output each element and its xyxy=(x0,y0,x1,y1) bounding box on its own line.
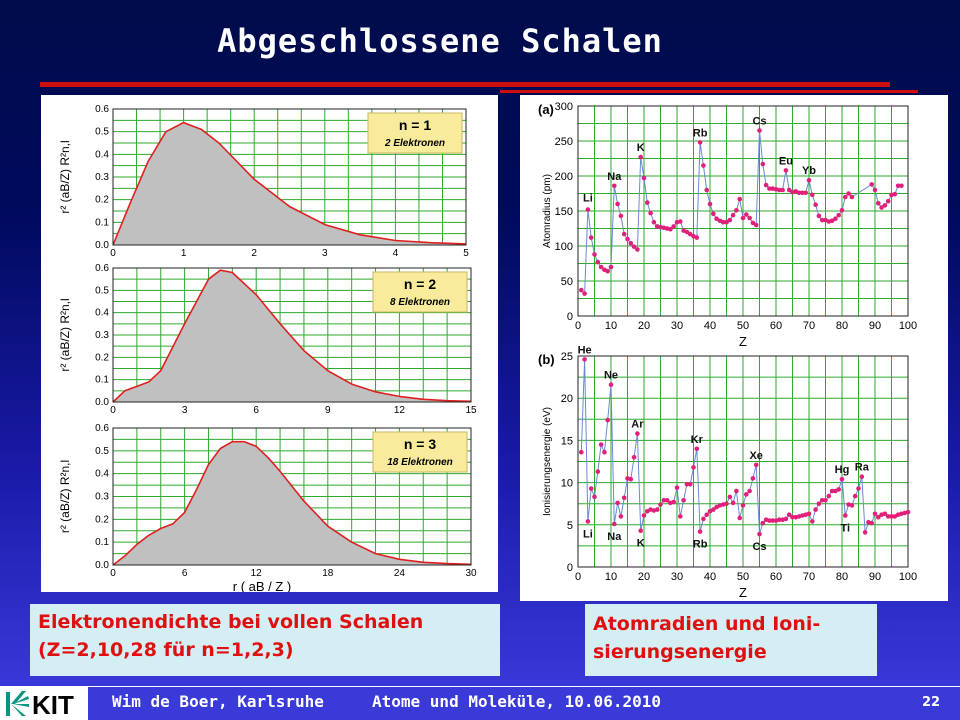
x-tick-label: 20 xyxy=(637,320,651,332)
data-point xyxy=(869,182,874,187)
x-tick-label: 18 xyxy=(322,568,334,579)
element-label: Ti xyxy=(840,522,851,535)
legend-electron-count: 8 Elektronen xyxy=(389,297,451,308)
x-tick-label: 5 xyxy=(463,248,469,259)
y-tick-label: 0.6 xyxy=(95,263,109,274)
data-point xyxy=(813,507,818,512)
x-tick-label: 30 xyxy=(670,571,684,583)
data-point xyxy=(886,199,891,204)
data-point xyxy=(615,202,620,207)
x-tick-label: 100 xyxy=(898,571,918,583)
x-tick-label: 0 xyxy=(574,320,582,332)
data-point xyxy=(704,512,709,517)
data-point xyxy=(609,382,614,387)
data-point xyxy=(671,500,676,505)
data-point xyxy=(741,216,746,221)
element-label: Rb xyxy=(692,127,708,140)
data-point xyxy=(784,517,789,522)
data-point xyxy=(589,486,594,491)
data-point xyxy=(807,512,812,517)
x-axis-label: Z xyxy=(739,334,747,349)
y-tick-label: 20 xyxy=(560,393,573,406)
data-point xyxy=(823,498,828,503)
data-point xyxy=(612,522,617,527)
element-label: Hg xyxy=(834,464,850,477)
data-point xyxy=(856,486,861,491)
data-point xyxy=(741,503,746,508)
data-point xyxy=(642,176,647,181)
y-tick-label: 0.5 xyxy=(95,285,109,297)
data-point xyxy=(813,202,818,207)
data-point xyxy=(655,507,660,512)
title-underline xyxy=(40,82,890,87)
y-tick-label: 0.3 xyxy=(95,172,109,183)
data-point xyxy=(711,212,716,217)
data-point xyxy=(586,519,591,524)
x-tick-label: 0 xyxy=(110,248,116,259)
legend-electron-count: 18 Elektronen xyxy=(387,457,453,468)
x-tick-label: 0 xyxy=(110,405,116,416)
data-point xyxy=(728,495,733,500)
y-tick-label: 0.0 xyxy=(95,397,109,408)
x-tick-label: 90 xyxy=(868,320,882,332)
panel-label: (a) xyxy=(538,102,554,117)
data-point xyxy=(625,237,630,242)
element-label: Ra xyxy=(854,461,869,474)
y-tick-label: 0.6 xyxy=(95,423,109,434)
x-tick-label: 0 xyxy=(110,568,116,579)
x-tick-label: 3 xyxy=(322,248,328,259)
data-point xyxy=(803,191,808,196)
data-point xyxy=(836,213,841,218)
data-point xyxy=(757,532,762,537)
data-point xyxy=(642,513,647,518)
data-point xyxy=(586,207,591,212)
caption-left-line1: Elektronendichte bei vollen Schalen xyxy=(38,611,424,633)
data-point xyxy=(605,418,610,423)
data-point xyxy=(619,214,624,219)
data-point xyxy=(622,496,627,501)
data-point xyxy=(840,477,845,482)
y-tick-label: 0.2 xyxy=(95,194,109,206)
element-label: Cs xyxy=(752,541,767,554)
data-point xyxy=(629,241,634,246)
data-point xyxy=(840,208,845,213)
data-point xyxy=(724,501,729,506)
x-tick-label: 40 xyxy=(703,320,717,332)
y-tick-label: 25 xyxy=(560,351,573,363)
y-tick-label: 0.5 xyxy=(95,126,109,138)
y-tick-label: 0.4 xyxy=(95,468,109,480)
data-point xyxy=(817,214,822,219)
x-tick-label: 60 xyxy=(769,320,783,332)
element-label: Cs xyxy=(752,115,767,128)
data-point xyxy=(698,529,703,534)
data-point xyxy=(876,201,881,206)
data-point xyxy=(850,503,855,508)
data-point xyxy=(899,184,904,189)
data-point xyxy=(810,519,815,524)
atomic-radius-ionization-charts xyxy=(520,95,948,601)
kit-logo xyxy=(4,688,84,718)
data-point xyxy=(754,223,759,228)
data-point xyxy=(728,218,733,223)
caption-atomic-radius xyxy=(585,604,877,676)
data-point xyxy=(681,498,686,503)
element-label: He xyxy=(577,344,592,357)
data-point xyxy=(695,447,700,452)
element-label: Ar xyxy=(631,418,644,431)
x-tick-label: 70 xyxy=(802,571,816,583)
title-underline-secondary xyxy=(500,90,918,93)
atomic-properties-panel xyxy=(520,95,948,601)
y-tick-label: 0.3 xyxy=(95,330,109,341)
y-tick-label: 0.4 xyxy=(95,307,109,319)
caption-right-line2: sierungsenergie xyxy=(593,641,767,663)
y-tick-label: 10 xyxy=(560,477,573,490)
data-point xyxy=(592,252,597,257)
x-tick-label: 4 xyxy=(392,248,399,259)
data-point xyxy=(708,202,713,207)
element-label: K xyxy=(636,537,645,550)
data-point xyxy=(635,247,640,252)
data-point xyxy=(744,212,749,217)
data-point xyxy=(744,492,749,497)
y-tick-label: 0.6 xyxy=(95,104,109,115)
x-tick-label: 9 xyxy=(325,405,331,416)
element-label: Eu xyxy=(778,155,793,168)
data-point xyxy=(596,260,601,265)
y-tick-label: 300 xyxy=(554,101,573,113)
x-tick-label: 30 xyxy=(465,568,477,579)
data-point xyxy=(853,494,858,499)
data-point xyxy=(751,476,756,481)
x-tick-label: 80 xyxy=(835,320,849,332)
data-point xyxy=(635,431,640,436)
x-tick-label: 90 xyxy=(868,571,882,583)
data-point xyxy=(761,162,766,167)
data-point xyxy=(843,513,848,518)
data-point xyxy=(836,487,841,492)
data-point xyxy=(883,203,888,208)
x-tick-label: 100 xyxy=(898,320,918,332)
x-tick-label: 24 xyxy=(393,568,405,579)
data-point xyxy=(678,514,683,519)
data-point xyxy=(579,288,584,293)
series-line xyxy=(581,131,901,294)
y-tick-label: 5 xyxy=(566,519,573,532)
y-tick-label: 200 xyxy=(554,171,573,183)
data-point xyxy=(747,216,752,221)
legend-electron-count: 2 Elektronen xyxy=(384,138,446,149)
data-point xyxy=(737,197,742,202)
y-tick-label: 150 xyxy=(554,206,573,218)
element-label: Li xyxy=(583,192,593,205)
x-tick-label: 2 xyxy=(251,248,257,259)
legend-shell-label: n = 1 xyxy=(398,117,432,133)
data-point xyxy=(893,192,898,197)
data-point xyxy=(652,220,657,225)
data-point xyxy=(734,489,739,494)
y-axis-label: r² (aB/Z) R²n,l xyxy=(58,298,72,372)
y-axis-label: Atomradius (pm) xyxy=(542,174,553,248)
y-tick-label: 0.2 xyxy=(95,352,109,364)
x-axis-label: r ( aB / Z ) xyxy=(232,579,292,592)
element-label: Li xyxy=(583,528,593,541)
element-label: Rb xyxy=(692,538,708,551)
data-point xyxy=(833,216,838,221)
data-point xyxy=(629,477,634,482)
data-point xyxy=(688,482,693,487)
element-label: Kr xyxy=(690,433,703,446)
element-label: K xyxy=(636,142,645,155)
x-tick-label: 10 xyxy=(604,320,618,332)
data-point xyxy=(827,494,832,499)
x-tick-label: 50 xyxy=(736,320,750,332)
data-point xyxy=(784,168,789,173)
data-point xyxy=(731,213,736,218)
data-point xyxy=(701,163,706,168)
legend-shell-label: n = 3 xyxy=(403,436,437,452)
y-tick-label: 0.2 xyxy=(95,514,109,526)
data-point xyxy=(599,442,604,447)
data-point xyxy=(764,183,769,188)
data-point xyxy=(737,516,742,521)
x-tick-label: 70 xyxy=(802,320,816,332)
data-point xyxy=(863,530,868,535)
y-axis-label: r² (aB/Z) R²n,l xyxy=(58,140,72,214)
y-tick-label: 0 xyxy=(566,562,573,574)
data-point xyxy=(622,232,627,237)
caption-electron-density xyxy=(30,604,500,676)
data-point xyxy=(582,357,587,362)
x-tick-label: 0 xyxy=(574,571,582,583)
element-label: Na xyxy=(607,170,622,183)
x-tick-label: 30 xyxy=(670,320,684,332)
x-tick-label: 6 xyxy=(253,405,259,416)
panel-label: (b) xyxy=(538,352,555,367)
data-point xyxy=(780,188,785,193)
data-point xyxy=(731,501,736,506)
data-point xyxy=(701,517,706,522)
y-tick-label: 0.3 xyxy=(95,491,109,503)
data-point xyxy=(632,455,637,460)
data-point xyxy=(596,469,601,474)
data-point xyxy=(648,211,653,216)
y-tick-label: 0.1 xyxy=(95,217,109,229)
y-tick-label: 0 xyxy=(566,311,573,323)
data-point xyxy=(658,502,663,507)
element-label: Yb xyxy=(801,165,817,178)
y-tick-label: 0.1 xyxy=(95,374,109,386)
x-tick-label: 20 xyxy=(637,571,651,583)
data-point xyxy=(619,514,624,519)
electron-density-charts xyxy=(41,95,498,592)
x-tick-label: 6 xyxy=(181,568,188,579)
y-tick-label: 0.1 xyxy=(95,537,109,549)
y-tick-label: 250 xyxy=(554,136,573,148)
x-tick-label: 3 xyxy=(181,405,188,416)
data-point xyxy=(843,195,848,200)
data-point xyxy=(807,178,812,183)
data-point xyxy=(747,489,752,494)
data-point xyxy=(579,450,584,455)
y-tick-label: 0.5 xyxy=(95,445,109,457)
data-point xyxy=(615,501,620,506)
data-point xyxy=(645,200,650,205)
data-point xyxy=(810,193,815,198)
data-point xyxy=(873,512,878,517)
data-point xyxy=(691,465,696,470)
logo-text: KIT xyxy=(32,690,74,718)
x-tick-label: 1 xyxy=(180,248,187,259)
y-tick-label: 50 xyxy=(560,276,573,288)
data-point xyxy=(817,501,822,506)
x-tick-label: 40 xyxy=(703,571,717,583)
y-axis-label: Ionisierungsenergie (eV) xyxy=(542,407,553,516)
data-point xyxy=(698,140,703,145)
element-label: Na xyxy=(607,530,622,543)
y-tick-label: 0.0 xyxy=(95,240,109,251)
x-tick-label: 12 xyxy=(250,568,262,579)
x-tick-label: 50 xyxy=(736,571,750,583)
data-point xyxy=(592,495,597,500)
x-tick-label: 80 xyxy=(835,571,849,583)
data-point xyxy=(906,510,911,515)
data-point xyxy=(582,291,587,296)
y-tick-label: 100 xyxy=(554,241,573,253)
data-point xyxy=(754,463,759,468)
data-point xyxy=(678,219,683,224)
data-point xyxy=(695,235,700,240)
x-tick-label: 15 xyxy=(465,405,477,416)
data-point xyxy=(638,528,643,533)
element-label: Xe xyxy=(749,449,763,462)
footer-author: Wim de Boer, Karlsruhe xyxy=(112,692,324,711)
data-point xyxy=(589,235,594,240)
y-tick-label: 0.0 xyxy=(95,560,109,571)
data-point xyxy=(671,224,676,229)
x-tick-label: 60 xyxy=(769,571,783,583)
data-point xyxy=(602,450,607,455)
y-tick-label: 15 xyxy=(560,435,573,448)
data-point xyxy=(638,155,643,160)
electron-density-panel xyxy=(41,95,498,592)
data-point xyxy=(860,474,865,479)
element-label: Ne xyxy=(603,369,619,382)
data-point xyxy=(846,191,851,196)
y-tick-label: 0.4 xyxy=(95,149,109,161)
slide-title: Abgeschlossene Schalen xyxy=(217,22,663,60)
data-point xyxy=(869,521,874,526)
footer-topic: Atome und Moleküle, 10.06.2010 xyxy=(372,692,661,711)
x-axis-label: Z xyxy=(739,585,747,600)
y-axis-label: r² (aB/Z) R²n,l xyxy=(58,459,72,534)
x-tick-label: 12 xyxy=(393,405,405,416)
data-point xyxy=(761,521,766,526)
caption-left-line2: (Z=2,10,28 für n=1,2,3) xyxy=(38,639,294,661)
data-point xyxy=(605,269,610,274)
data-point xyxy=(757,128,762,133)
data-point xyxy=(675,485,680,490)
data-point xyxy=(612,184,617,189)
data-point xyxy=(609,265,614,270)
data-point xyxy=(734,208,739,213)
data-point xyxy=(850,195,855,200)
caption-right-line1: Atomradien und Ioni- xyxy=(593,613,821,635)
x-tick-label: 10 xyxy=(604,571,618,583)
data-point xyxy=(873,188,878,193)
legend-shell-label: n = 2 xyxy=(403,276,437,292)
page-number: 22 xyxy=(922,695,941,710)
data-point xyxy=(704,188,709,193)
